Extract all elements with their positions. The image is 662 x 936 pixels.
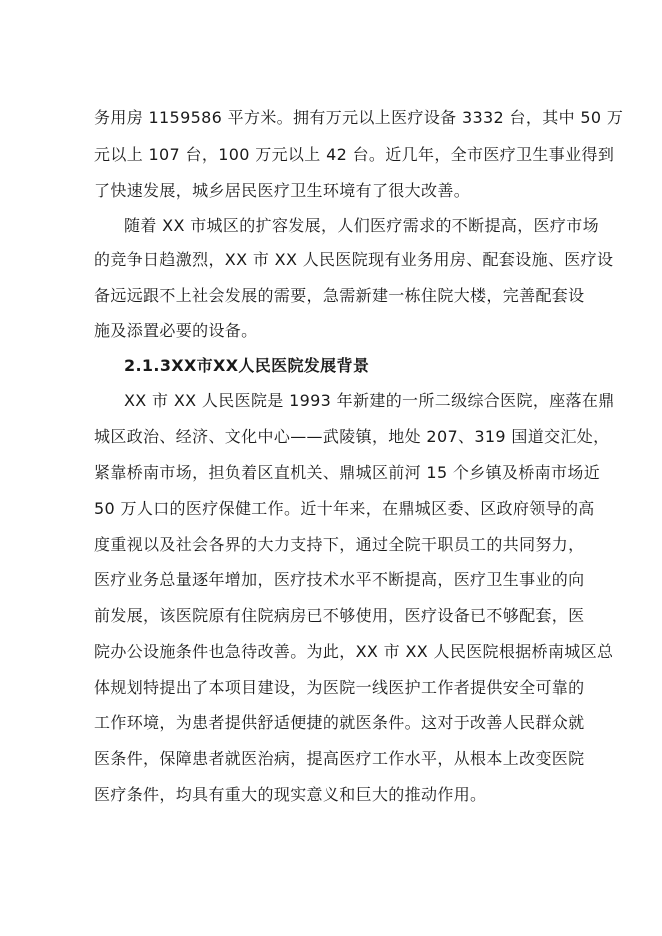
paragraph-3-line-6: 医疗业务总量逐年增加，医疗技术水平不断提高，医疗卫生事业的向: [94, 570, 585, 589]
paragraph-3-line-9: 体规划特提出了本项目建设，为医院一线医护工作者提供安全可靠的: [94, 678, 585, 697]
paragraph-3-line-1: XX 市 XX 人民医院是 1993 年新建的一所二级综合医院，座落在鼎: [124, 391, 615, 410]
paragraph-3-line-11: 医条件，保障患者就医治病，提高医疗工作水平，从根本上改变医院: [94, 749, 585, 768]
paragraph-2-line-4: 施及添置必要的设备。: [94, 321, 258, 340]
paragraph-3-line-5: 度重视以及社会各界的大力支持下，通过全院干职员工的共同努力，: [94, 535, 585, 554]
paragraph-3-line-4: 50 万人口的医疗保健工作。近十年来，在鼎城区委、区政府领导的高: [94, 499, 595, 518]
paragraph-3-line-2: 城区政治、经济、文化中心——武陵镇，地处 207、319 国道交汇处，: [94, 427, 610, 446]
paragraph-3-line-7: 前发展，该医院原有住院病房已不够使用，医疗设备已不够配套，医: [94, 606, 585, 625]
paragraph-3-line-8: 院办公设施条件也急待改善。为此，XX 市 XX 人民医院根据桥南城区总: [94, 642, 614, 661]
paragraph-3-line-12: 医疗条件，均具有重大的现实意义和巨大的推动作用。: [94, 785, 487, 804]
section-heading: 2.1.3XX市XX人民医院发展背景: [124, 356, 370, 375]
paragraph-2-line-3: 备远远跟不上社会发展的需要，急需新建一栋住院大楼，完善配套设: [94, 286, 585, 305]
paragraph-1-line-3: 了快速发展，城乡居民医疗卫生环境有了很大改善。: [94, 181, 471, 200]
paragraph-1-line-1: 务用房 1159586 平方米。拥有万元以上医疗设备 3332 台，其中 50 万: [94, 108, 624, 127]
paragraph-3-line-3: 紧靠桥南市场，担负着区直机关、鼎城区前河 15 个乡镇及桥南市场近: [94, 463, 601, 482]
paragraph-2-line-1: 随着 XX 市城区的扩容发展，人们医疗需求的不断提高，医疗市场: [124, 216, 599, 235]
paragraph-3-line-10: 工作环境，为患者提供舒适便捷的就医条件。这对于改善人民群众就: [94, 713, 585, 732]
paragraph-1-line-2: 元以上 107 台，100 万元以上 42 台。近几年，全市医疗卫生事业得到: [94, 145, 615, 164]
paragraph-2-line-2: 的竞争日趋激烈，XX 市 XX 人民医院现有业务用房、配套设施、医疗设: [94, 250, 614, 269]
